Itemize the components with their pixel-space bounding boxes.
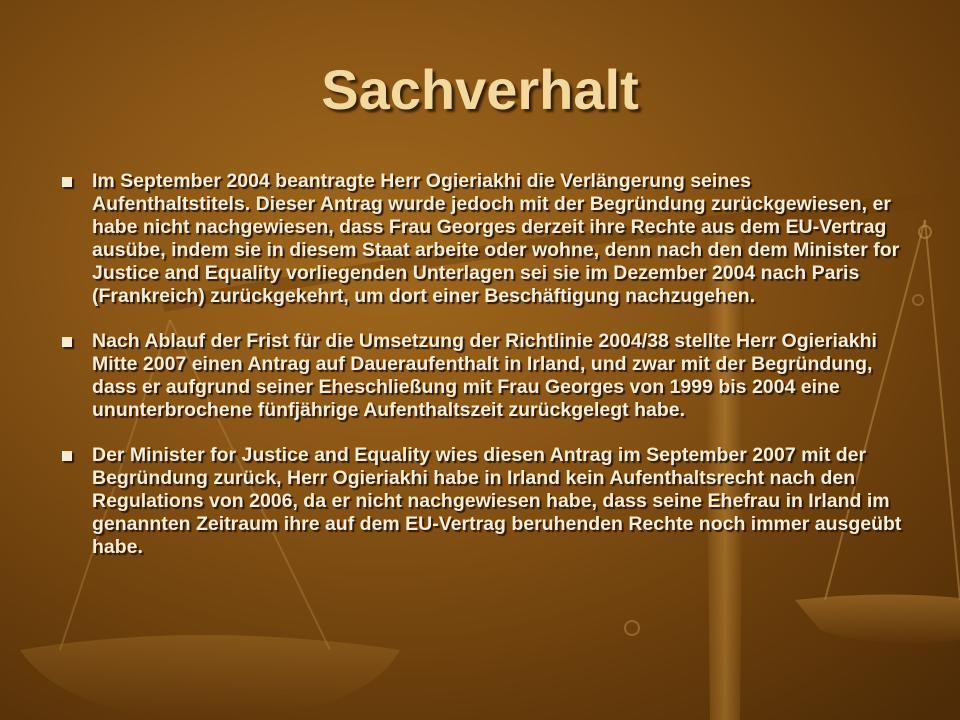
list-item-text: Im September 2004 beantragte Herr Ogieriakhi die Verlängerung seines Aufenthaltstitels. Dieser Antrag wurde jedoch mit der Begründung zurückgewiesen, er habe nicht nachgewiesen, dass Frau Georges derzeit ihre Rechte aus dem EU-Vertrag ausübe, indem sie in diesem Staat arbeite oder wohne, denn nach den dem Minister for Justice and Equality vorliegenden Unterlagen sei sie im Dezember 2004 nach Paris (Frankreich) zurückgekehrt, um dort einer Beschäftigung nachzugehen. <box>92 170 900 307</box>
list-item <box>62 444 910 559</box>
list-item-text: Der Minister for Justice and Equality wies diesen Antrag im September 2007 mit der Begründung zurück, Herr Ogieriakhi habe in Irland kein Aufenthaltsrecht nach den Regulations von 2006, da er nicht nachgewiesen habe, dass seine Ehefrau in Irland im genannten Zeitraum ihre auf dem EU-Vertrag beruhenden Rechte noch immer ausgeübt habe. <box>92 444 902 558</box>
list-item-text: Nach Ablauf der Frist für die Umsetzung der Richtlinie 2004/38 stellte Herr Ogieriakhi Mitte 2007 einen Antrag auf Daueraufenthalt in Irland, und zwar mit der Begründung, dass er aufgrund seiner Eheschließung mit Frau Georges von 1999 bis 2004 eine ununterbrochene fünfjährige Aufenthaltszeit zurückgelegt habe. <box>92 330 877 421</box>
slide-title: Sachverhalt <box>321 58 639 121</box>
square-bullet-icon <box>62 337 72 347</box>
list-item <box>62 170 910 308</box>
bullet-list <box>62 170 910 581</box>
square-bullet-icon <box>62 451 72 461</box>
list-item <box>62 330 910 422</box>
square-bullet-icon <box>62 177 72 187</box>
